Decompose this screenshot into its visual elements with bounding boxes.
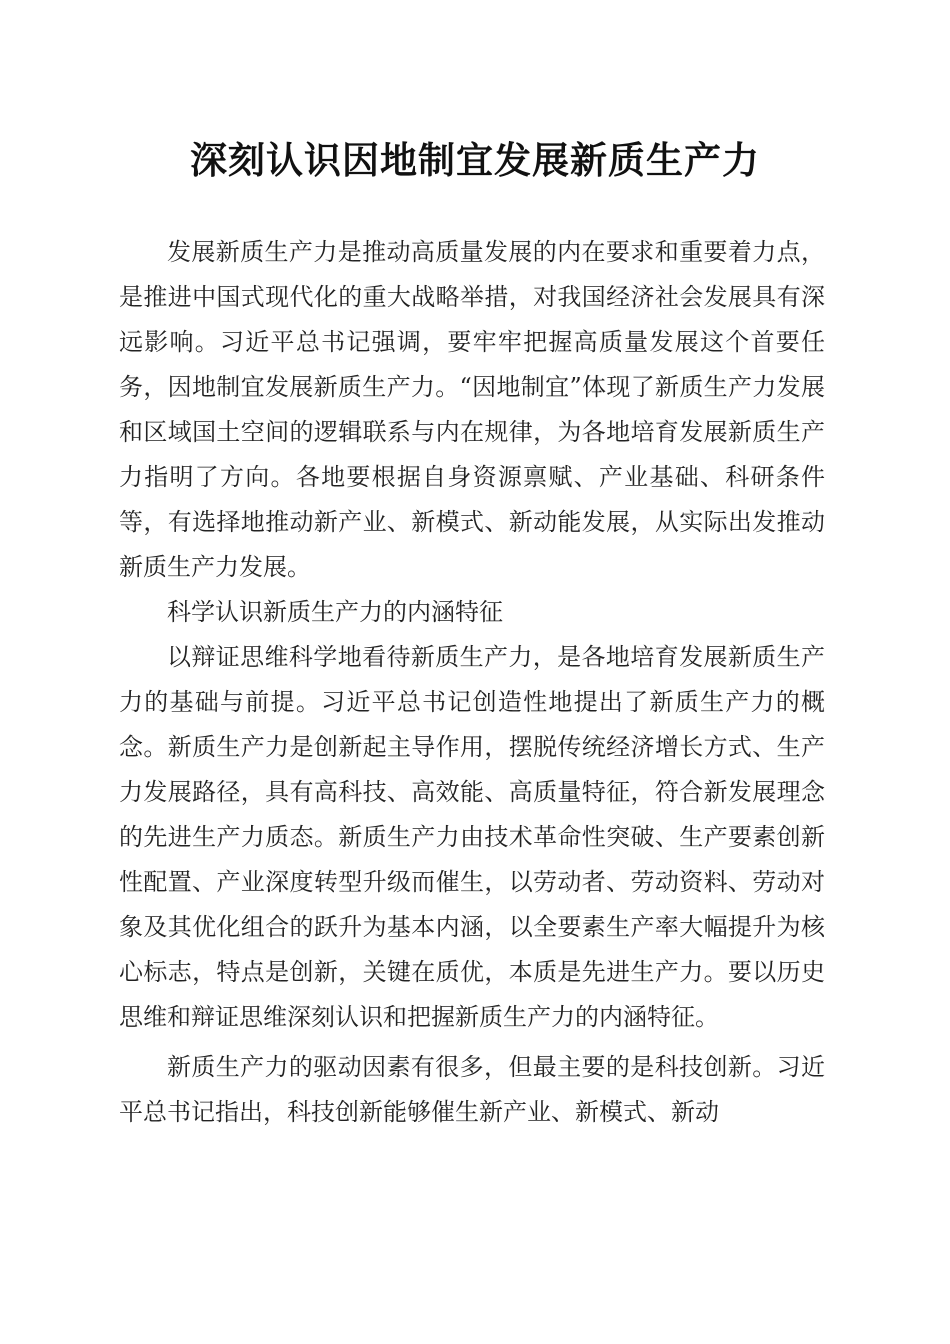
paragraph-driving-factors: 新质生产力的驱动因素有很多，但最主要的是科技创新。习近平总书记指出，科技创新能够催生新产业、新模式、新动: [119, 1053, 825, 1126]
document-title: 深刻认识因地制宜发展新质生产力: [190, 138, 760, 182]
paragraph-intro: 发展新质生产力是推动高质量发展的内在要求和重要着力点，是推进中国式现代化的重大战略举措，对我国经济社会发展具有深远影响。习近平总书记强调，要牢牢把握高质量发展这个首要任务，因地制宜发展新质生产力。“因地制宜”体现了新质生产力发展和区域国土空间的逻辑联系与内在规律，为各地培育发展新质生产力指明了方向。各地要根据自身资源禀赋、产业基础、科研条件等，有选择地推动新产业、新模式、新动能发展，从实际出发推动新质生产力发展。: [119, 238, 825, 581]
paragraph-connotation: 以辩证思维科学地看待新质生产力，是各地培育发展新质生产力的基础与前提。习近平总书记创造性地提出了新质生产力的概念。新质生产力是创新起主导作用，摆脱传统经济增长方式、生产力发展路径，具有高科技、高效能、高质量特征，符合新发展理念的先进生产力质态。新质生产力由技术革命性突破、生产要素创新性配置、产业深度转型升级而催生，以劳动者、劳动资料、劳动对象及其优化组合的跃升为基本内涵，以全要素生产率大幅提升为核心标志，特点是创新，关键在质优，本质是先进生产力。要以历史思维和辩证思维深刻认识和把握新质生产力的内涵特征。: [119, 643, 825, 1031]
document-body: [119, 230, 825, 1135]
section-heading: 科学认识新质生产力的内涵特征: [167, 598, 503, 626]
